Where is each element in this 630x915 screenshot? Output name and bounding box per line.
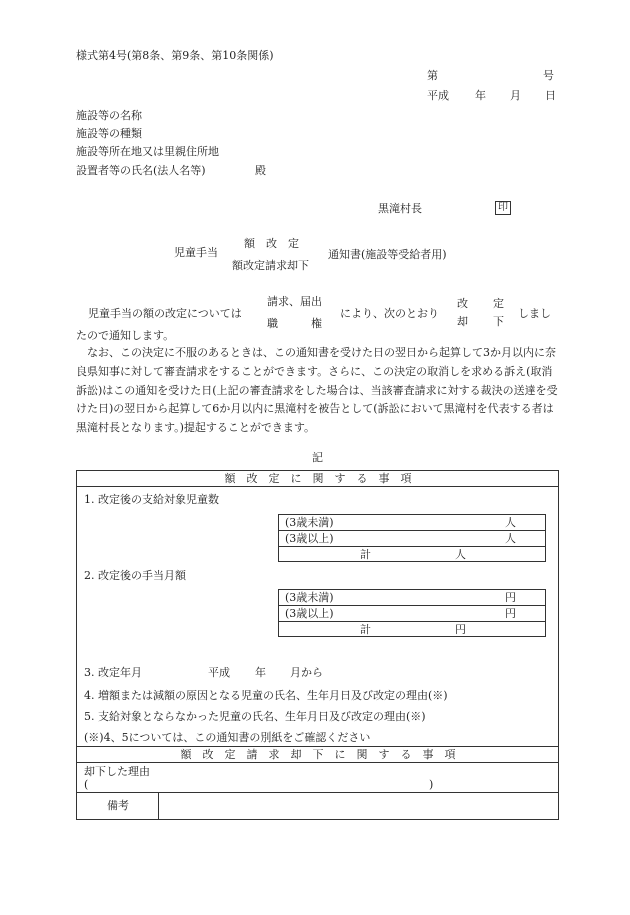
divider: [278, 530, 546, 531]
title-option-change: 額 改 定: [244, 237, 299, 250]
section1-header: 額 改 定 に 関 す る 事 項: [224, 472, 412, 485]
number-go: 号: [543, 69, 554, 82]
reject-reason-label: 却下した理由: [84, 765, 150, 778]
amount-total-unit: 円: [455, 623, 466, 636]
amount-over3-unit: 円: [505, 607, 516, 620]
divider: [76, 486, 559, 487]
date-month: 月: [510, 89, 521, 102]
children-total-unit: 人: [455, 548, 466, 561]
divider: [76, 792, 559, 793]
field-founder-name: 設置者等の氏名(法人名等): [76, 164, 206, 177]
intro-opt2-top: 改: [457, 297, 468, 310]
intro-cont: たので通知します。: [76, 329, 175, 342]
title-left: 児童手当: [174, 246, 218, 259]
date-year: 年: [475, 89, 486, 102]
divider: [278, 546, 546, 547]
item1-label: 1. 改定後の支給対象児童数: [84, 493, 219, 506]
children-over3-label: (3歳以上): [285, 532, 334, 545]
divider: [76, 762, 559, 763]
divider: [278, 621, 546, 622]
paren-open: (: [84, 778, 89, 791]
intro-lead: 児童手当の額の改定については: [88, 307, 242, 320]
date-era: 平成: [427, 89, 449, 102]
issuer: 黒滝村長: [378, 202, 422, 215]
form-id: 様式第4号(第8条、第9条、第10条関係): [76, 49, 274, 62]
amount-under3-label: (3歳未満): [285, 591, 334, 604]
children-under3-label: (3歳未満): [285, 516, 334, 529]
field-facility-type: 施設等の種類: [76, 127, 142, 140]
section2-header: 額 改 定 請 求 却 下 に 関 す る 事 項: [180, 748, 456, 761]
amount-over3-label: (3歳以上): [285, 607, 334, 620]
title-option-reject: 額改定請求却下: [232, 259, 309, 272]
amount-under3-unit: 円: [505, 591, 516, 604]
notice-paragraph: なお、この決定に不服のあるときは、この通知書を受けた日の翌日から起算して3か月以内に奈良県知事に対して審査請求をすることができます。さらに、この決定の取消しを求める訴え(取消訴訟)はこの通知を受けた日(上記の審査請求をした場合は、当該審査請求に対する裁決の送達を受けた日)の翌日から起算して6か月以内に黒滝村を被告として(訴訟において黒滝村を代表する者は黒滝村長となります。)提起することができます。: [76, 346, 558, 435]
number-dai: 第: [427, 69, 438, 82]
amount-total-label: 計: [360, 623, 371, 636]
remarks-label: 備考: [107, 799, 129, 812]
field-facility-address: 施設等所在地又は里親住所地: [76, 145, 219, 158]
honorific: 殿: [255, 164, 266, 177]
seal-text: 印: [495, 201, 511, 215]
paren-close: ): [429, 778, 434, 791]
children-total-label: 計: [360, 548, 371, 561]
item3-month: 月から: [290, 666, 323, 679]
item3-label: 3. 改定年月: [84, 666, 142, 679]
item2-label: 2. 改定後の手当月額: [84, 569, 186, 582]
seal-mark: [495, 201, 511, 215]
divider: [158, 792, 159, 820]
item3-era: 平成: [208, 666, 230, 679]
item5-label: 5. 支給対象とならなかった児童の氏名、生年月日及び改定の理由(※): [84, 710, 426, 723]
intro-opt2-bottom: 却: [457, 315, 468, 328]
note-label: (※)4、5については、この通知書の別紙をご確認ください: [84, 731, 371, 744]
children-over3-unit: 人: [505, 532, 516, 545]
intro-opt3-top: 定: [493, 297, 504, 310]
children-under3-unit: 人: [505, 516, 516, 529]
item4-label: 4. 増額または減額の原因となる児童の氏名、生年月日及び改定の理由(※): [84, 689, 448, 702]
intro-opt3-bottom: 下: [493, 315, 504, 328]
date-day: 日: [545, 89, 556, 102]
intro-option-ex-officio: 職 権: [267, 317, 322, 330]
divider: [76, 746, 559, 747]
title-right: 通知書(施設等受給者用): [328, 248, 447, 261]
ki: 記: [312, 451, 323, 464]
intro-option-request: 請求、届出: [267, 295, 322, 308]
item3-year: 年: [255, 666, 266, 679]
field-facility-name: 施設等の名称: [76, 109, 142, 122]
divider: [278, 605, 546, 606]
intro-mid: により、次のとおり: [340, 307, 439, 320]
intro-end: しまし: [518, 307, 551, 320]
